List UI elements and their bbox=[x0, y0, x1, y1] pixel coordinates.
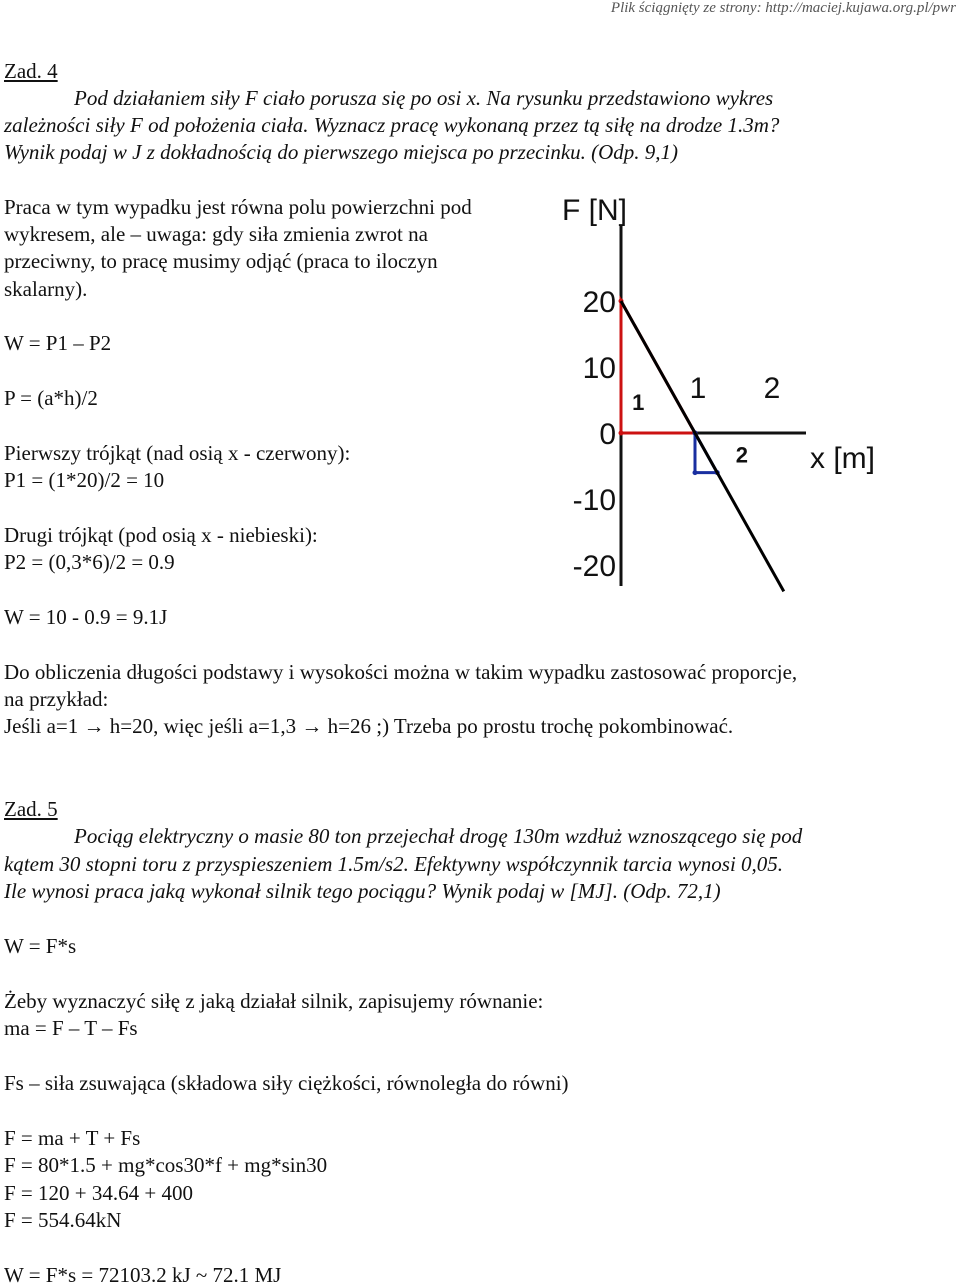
triangle-label-2: 2 bbox=[735, 442, 748, 468]
y-tick-label: 0 bbox=[599, 418, 616, 451]
zad4-triangle1-calc: P1 = (1*20)/2 = 10 bbox=[4, 468, 165, 492]
zad4-explanation-line: wykresem, ale – uwaga: gdy siła zmienia zwrot na bbox=[4, 222, 428, 246]
zad5-fs-definition: Fs – siła zsuwająca (składowa siły ciężkości, równoległa do równi) bbox=[4, 1071, 569, 1095]
zad4-explanation-line: Praca w tym wypadku jest równa polu powierzchni pod bbox=[4, 195, 472, 219]
zad4-note-line: na przykład: bbox=[4, 687, 109, 711]
y-tick-label: -10 bbox=[572, 484, 616, 517]
zad5-calc-line: F = 80*1.5 + mg*cos30*f + mg*sin30 bbox=[4, 1153, 328, 1177]
zad4-formula-p: P = (a*h)/2 bbox=[4, 386, 98, 410]
force-line bbox=[621, 301, 784, 591]
page-header-source: Plik ściągnięty ze strony: http://maciej.kujawa.org.pl/pwr bbox=[610, 0, 956, 16]
zad5-intro: Żeby wyznaczyć siłę z jaką działał silnik, zapisujemy równanie: bbox=[4, 989, 544, 1013]
zad5-formula-w: W = F*s bbox=[4, 934, 77, 958]
x-tick-label: 1 bbox=[689, 372, 707, 405]
zad4-triangle2-calc: P2 = (0,3*6)/2 = 0.9 bbox=[4, 550, 175, 574]
zad4-note-line: Do obliczenia długości podstawy i wysokości można w takim wypadku zastosować proporcje, bbox=[4, 660, 798, 684]
zad5-task-line: Pociąg elektryczny o masie 80 ton przejechał drogę 130m wzdłuż wznoszącego się pod bbox=[74, 824, 803, 848]
zad5-task-line: Ile wynosi praca jaką wykonał silnik tego pociągu? Wynik podaj w [MJ]. (Odp. 72,1) bbox=[4, 879, 721, 903]
triangle-1-vertex bbox=[619, 431, 624, 436]
zad4-heading: Zad. 4 bbox=[4, 59, 58, 83]
zad4-explanation-line: skalarny). bbox=[4, 277, 88, 301]
y-tick-label: -20 bbox=[572, 550, 616, 583]
zad4-formula-w: W = P1 – P2 bbox=[4, 331, 112, 355]
y-tick-label: 10 bbox=[582, 352, 616, 385]
zad4-explanation-line: przeciwny, to pracę musimy odjąć (praca to iloczyn bbox=[4, 249, 438, 273]
zad5-calc-line: F = ma + T + Fs bbox=[4, 1126, 141, 1150]
x-tick-label: 2 bbox=[763, 372, 781, 405]
triangle-label-1: 1 bbox=[632, 389, 645, 415]
triangle-2-vertex bbox=[693, 470, 698, 475]
zad5-calc-line: F = 554.64kN bbox=[4, 1208, 122, 1232]
zad4-triangle1-label: Pierwszy trójkąt (nad osią x - czerwony): bbox=[4, 441, 351, 465]
zad4-result: W = 10 - 0.9 = 9.1J bbox=[4, 605, 168, 629]
force-position-chart bbox=[548, 186, 898, 601]
zad4-task-line: zależności siły F od położenia ciała. Wyznacz pracę wykonaną przez tą siłę na drodze 1.3m? bbox=[4, 113, 780, 137]
zad4-task-line: Pod działaniem siły F ciało porusza się po osi x. Na rysunku przedstawiono wykres bbox=[74, 86, 774, 110]
zad5-equation: ma = F – T – Fs bbox=[4, 1016, 138, 1040]
zad4-task-line: Wynik podaj w J z dokładnością do pierwszego miejsca po przecinku. (Odp. 9,1) bbox=[4, 140, 679, 164]
x-axis-label: x [m] bbox=[810, 442, 875, 475]
y-axis-label: F [N] bbox=[562, 194, 627, 227]
zad5-calc-line: F = 120 + 34.64 + 400 bbox=[4, 1181, 193, 1205]
zad5-heading: Zad. 5 bbox=[4, 797, 58, 821]
zad5-final: W = F*s = 72103.2 kJ ~ 72.1 MJ bbox=[4, 1263, 282, 1287]
zad4-note-line: Jeśli a=1 → h=20, więc jeśli a=1,3 → h=26 ;) Trzeba po prostu trochę pokombinować. bbox=[4, 714, 734, 738]
zad4-triangle2-label: Drugi trójkąt (pod osią x - niebieski): bbox=[4, 523, 318, 547]
zad5-task-line: kątem 30 stopni toru z przyspieszeniem 1.5m/s2. Efektywny współczynnik tarcia wynosi 0,05. bbox=[4, 852, 784, 876]
y-tick-label: 20 bbox=[582, 286, 616, 319]
